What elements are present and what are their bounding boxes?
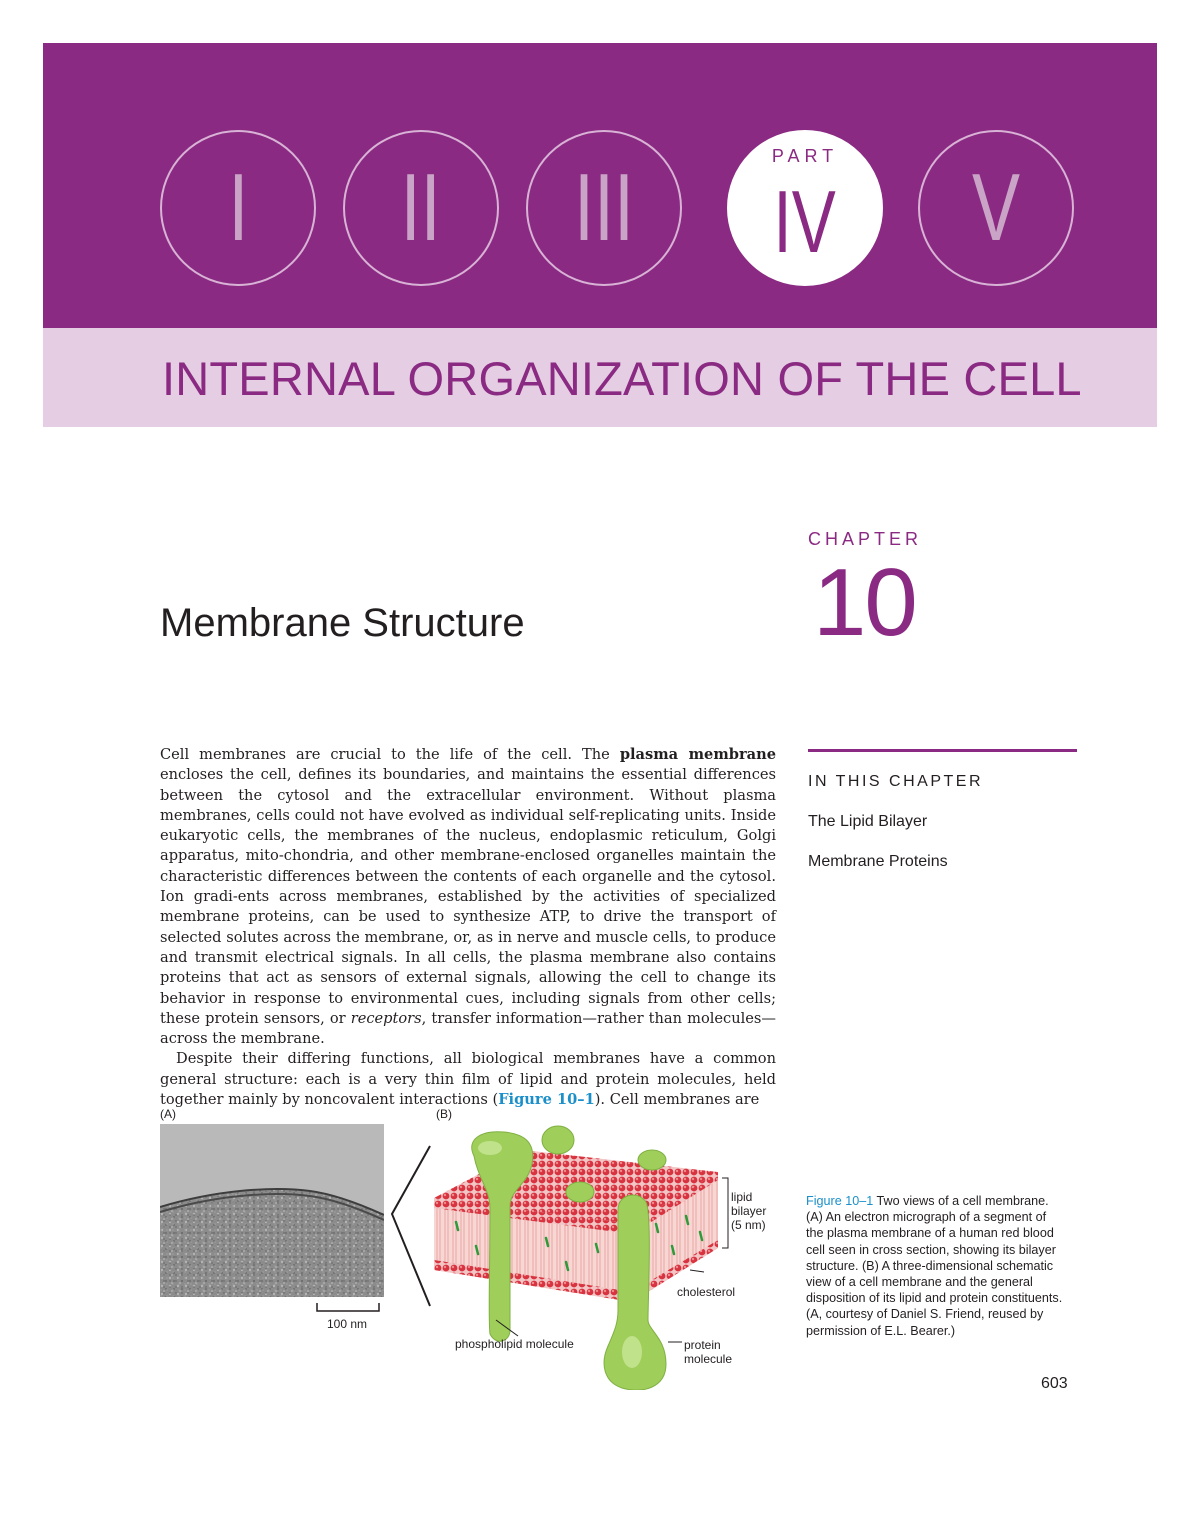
phospholipid-label: phospholipid molecule	[455, 1337, 574, 1351]
key-term-italic: receptors	[350, 1009, 422, 1027]
paragraph-1: Cell membranes are crucial to the life of the cell. The plasma membrane encloses the cell, defines its boundaries, and maintains the essential differences between the cytosol and the extracellular environment. Without plasma membranes, cells could not have evolved as individual self-replicating units. Inside eukaryotic cells, the membranes of the nucleus, endoplasmic reticulum, Golgi apparatus, mito-chondria, and other membrane-enclosed organelles maintain the characteristic differences between the contents of each organelle and the cytosol. Ion gradi-ents across membranes, established by the activities of specialized membrane proteins, can be used to synthesize ATP, to drive the transport of selected solutes across the membrane, or, as in nerve and muscle cells, to produce and transmit electrical signals. In all cells, the plasma membrane also contains proteins that act as sensors of external signals, allowing the cell to change its behavior in response to environmental cues, including signals from other cells; these protein sensors, or receptors, transfer information—rather than molecules—across the membrane.	[160, 746, 777, 1048]
part-circle-2	[343, 130, 499, 286]
electron-micrograph	[160, 1124, 384, 1297]
chapter-title: Membrane Structure	[160, 601, 525, 645]
toc-item-lipid-bilayer[interactable]: The Lipid Bilayer	[808, 813, 928, 830]
chapter-label: CHAPTER	[808, 529, 923, 549]
part-circle-1	[160, 130, 316, 286]
scale-label: 100 nm	[327, 1317, 368, 1331]
figure-caption: Figure 10–1 Two views of a cell membrane. (A) An electron micrograph of a segment of the plasma membrane of a human red blood cell seen in cross section, showing its bilayer structure. (B) A three-dimensional schematic view of a cell membrane and the general disposition of its lipid and protein constituents. (A, courtesy of Daniel S. Friend, reused by permission of E.L. Bearer.)	[806, 1194, 1063, 1338]
in-this-chapter-heading: IN THIS CHAPTER	[808, 773, 983, 790]
protein-molecule-label: protein molecule	[684, 1338, 733, 1366]
body-text	[160, 745, 776, 1110]
panel-b-label: (B)	[436, 1107, 452, 1121]
paragraph-2: Despite their differing functions, all biological membranes have a common general structure: each is a very thin film of lipid and protein molecules, held together mainly by noncovalent interactions (Figure 10–1). Cell membranes are	[160, 1050, 776, 1109]
part-title: INTERNAL ORGANIZATION OF THE CELL	[162, 352, 1082, 405]
panel-a-label: (A)	[160, 1107, 176, 1121]
part-numeral: III	[573, 154, 634, 261]
cholesterol-label: cholesterol	[677, 1285, 736, 1299]
scale-bar	[316, 1303, 380, 1313]
part-numeral: IV	[773, 172, 837, 271]
part-circle-5	[918, 130, 1074, 286]
page-number: 603	[1041, 1375, 1068, 1392]
part-numeral: II	[400, 154, 442, 261]
key-term: plasma membrane	[619, 746, 777, 763]
part-circle-4-active	[727, 130, 883, 286]
figure-number: Figure 10–1	[806, 1194, 874, 1208]
chapter-number: 10	[813, 549, 916, 656]
part-circle-3	[526, 130, 682, 286]
part-numeral: V	[971, 154, 1021, 261]
figure-reference-link[interactable]: Figure 10–1	[498, 1091, 595, 1109]
part-numeral: I	[227, 154, 248, 261]
part-label: PART	[771, 146, 839, 166]
toc-item-membrane-proteins[interactable]: Membrane Proteins	[808, 853, 948, 870]
lipid-bilayer-label: lipid bilayer (5 nm)	[731, 1190, 767, 1232]
sidebar-rule	[808, 749, 1077, 752]
